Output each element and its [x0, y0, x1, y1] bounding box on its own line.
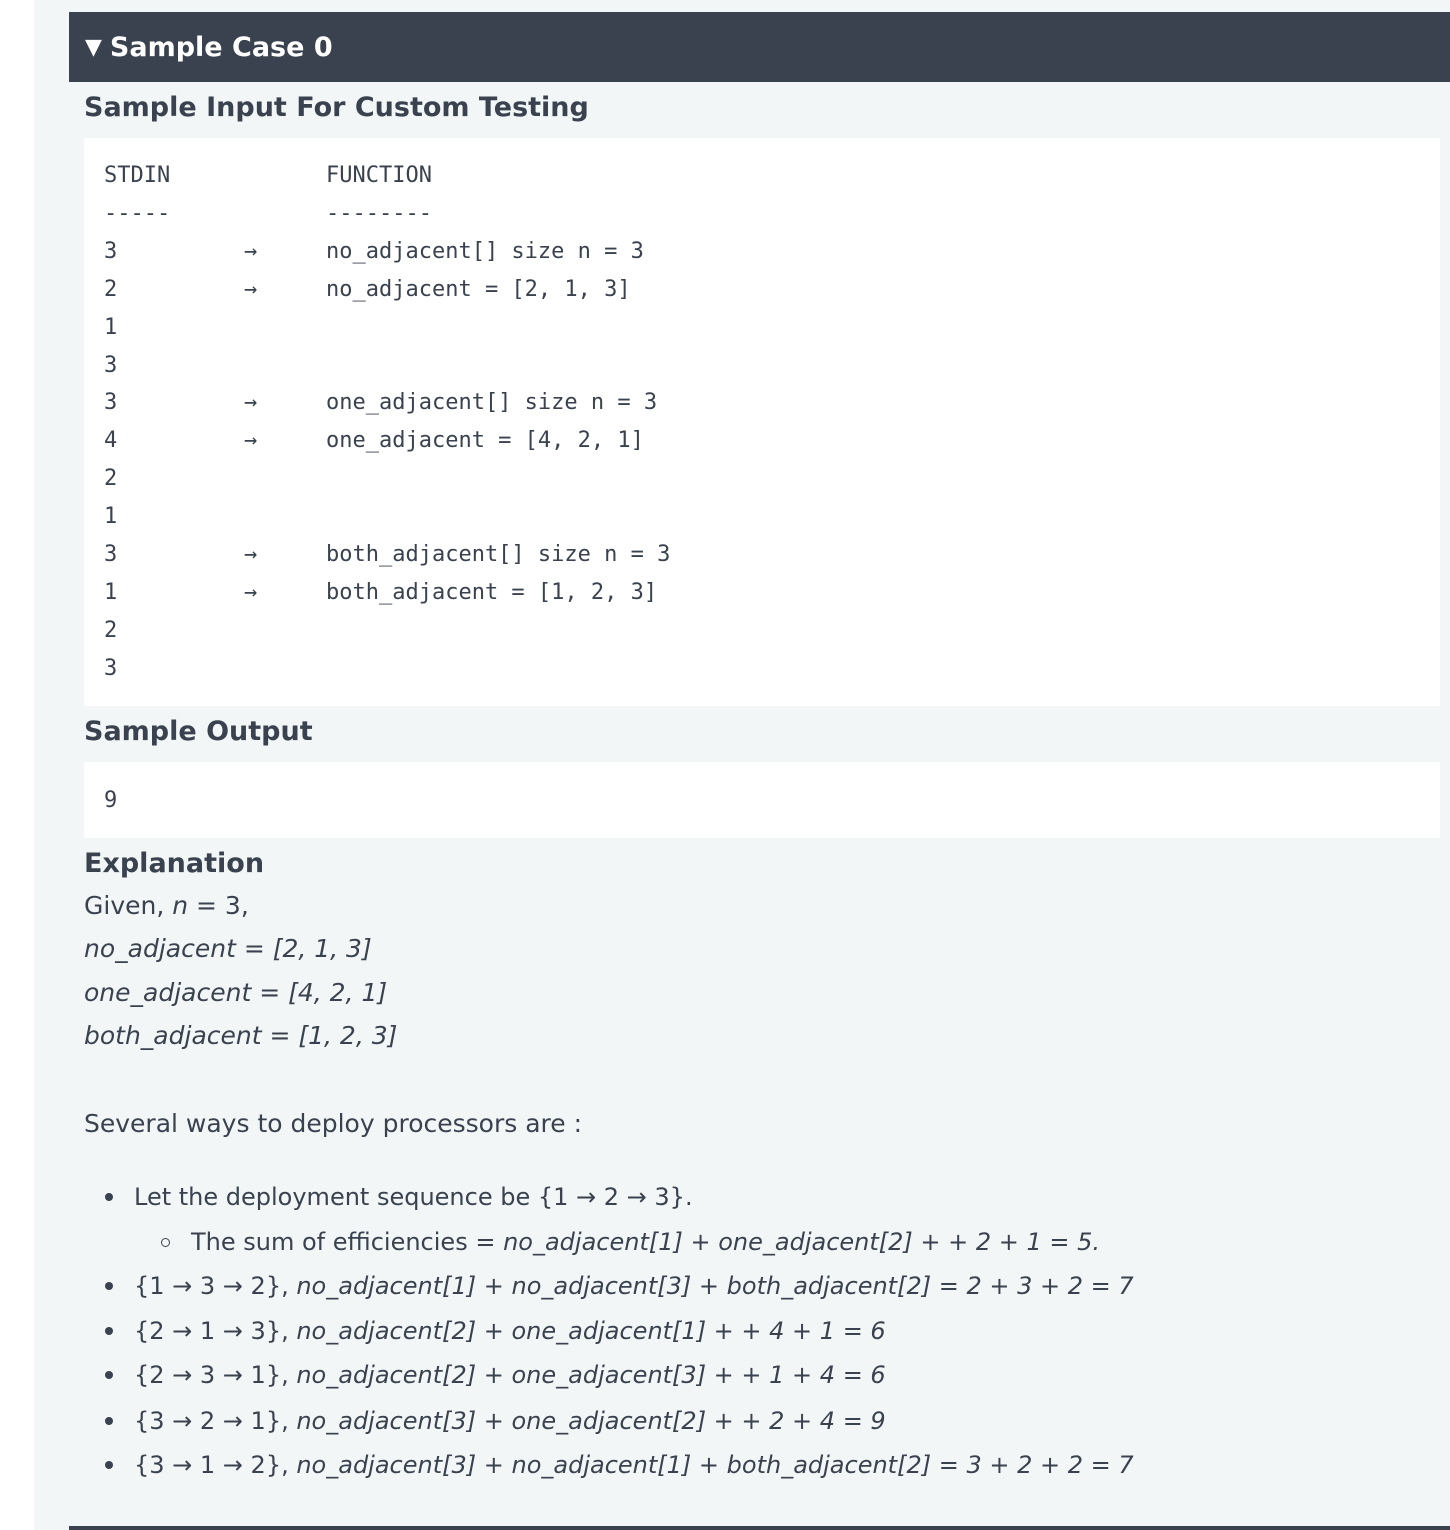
function-description: both_adjacent[] size n = 3: [326, 542, 671, 567]
function-description: one_adjacent[] size n = 3: [326, 390, 658, 416]
stdin-value: 3: [104, 238, 118, 264]
arrow-icon: →: [244, 238, 258, 264]
stdin-value: 3: [104, 542, 118, 567]
function-description: --------: [326, 200, 432, 226]
explanation-ways-intro: Several ways to deploy processors are :: [84, 1109, 583, 1138]
input-line: [84, 422, 1440, 460]
stdin-value: -----: [104, 200, 171, 226]
arrow-icon: →: [244, 390, 258, 416]
explanation-both-adjacent: both_adjacent = [1, 2, 3]: [84, 1021, 398, 1050]
arrow-icon: →: [244, 428, 258, 454]
stdin-value: 1: [104, 579, 118, 605]
sample-output-value: 9: [104, 788, 118, 813]
explanation-body: [84, 888, 1424, 1488]
input-line: [84, 233, 1440, 271]
input-line: [84, 195, 1440, 233]
arrow-icon: →: [244, 276, 258, 302]
bullet-dot-icon: [105, 1282, 113, 1290]
bullet-dot-icon: [105, 1193, 113, 1201]
sample-output-codebox: [84, 762, 1440, 838]
bullet-dot-icon: [105, 1417, 113, 1425]
input-line: [84, 271, 1440, 309]
bullet-dot-icon: [105, 1461, 113, 1469]
stdin-value: STDIN: [104, 163, 171, 188]
bullet-dot-icon: [105, 1327, 113, 1335]
input-line: [84, 384, 1440, 422]
explanation-one-adjacent: one_adjacent = [4, 2, 1]: [84, 978, 388, 1007]
input-line: [84, 574, 1440, 612]
stdin-value: 2: [104, 466, 118, 492]
next-case-header-edge: [69, 1526, 1450, 1530]
sample-output-title: Sample Output: [84, 716, 313, 747]
bullet-item-6: {3 → 1 → 2}, no_adjacent[3] + no_adjacent[1] + both_adjacent[2] = 3 + 2 + 2 = 7: [134, 1451, 1134, 1479]
stdin-value: 1: [104, 504, 118, 530]
input-line: [84, 612, 1440, 650]
bullet-item-3: {2 → 1 → 3}, no_adjacent[2] + one_adjacent[1] + + 4 + 1 = 6: [134, 1317, 886, 1345]
input-line: [84, 460, 1440, 498]
bullet-item-1: Let the deployment sequence be {1 → 2 → 3}.: [134, 1183, 693, 1211]
bullet-item-2: {1 → 3 → 2}, no_adjacent[1] + no_adjacent[3] + both_adjacent[2] = 2 + 3 + 2 = 7: [134, 1272, 1134, 1300]
function-description: both_adjacent = [1, 2, 3]: [326, 579, 658, 605]
function-description: FUNCTION: [326, 163, 432, 188]
sub-bullet-circle-icon: [161, 1238, 170, 1247]
input-line: [84, 347, 1440, 385]
function-description: no_adjacent[] size n = 3: [326, 238, 644, 264]
function-description: no_adjacent = [2, 1, 3]: [326, 276, 631, 302]
sample-input-title: Sample Input For Custom Testing: [84, 92, 589, 123]
bullet-item-1-sub: The sum of efficiencies = no_adjacent[1] + one_adjacent[2] + + 2 + 1 = 5.: [191, 1228, 1101, 1256]
stdin-value: 2: [104, 617, 118, 643]
sample-case-header[interactable]: [69, 12, 1450, 82]
input-line: [84, 650, 1440, 688]
explanation-no-adjacent: no_adjacent = [2, 1, 3]: [84, 934, 372, 963]
explanation-title: Explanation: [84, 848, 265, 879]
stdin-value: 1: [104, 314, 118, 340]
input-line: [84, 498, 1440, 536]
bullet-item-5: {3 → 2 → 1}, no_adjacent[3] + one_adjacent[2] + + 2 + 4 = 9: [134, 1407, 886, 1435]
bullet-item-4: {2 → 3 → 1}, no_adjacent[2] + one_adjacent[3] + + 1 + 4 = 6: [134, 1361, 886, 1389]
stdin-value: 3: [104, 390, 118, 416]
input-line: [84, 536, 1440, 574]
input-line: [84, 309, 1440, 347]
stdin-value: 3: [104, 655, 118, 681]
stdin-value: 4: [104, 428, 118, 454]
arrow-icon: →: [244, 579, 258, 605]
bullet-dot-icon: [105, 1371, 113, 1379]
collapse-triangle-icon[interactable]: ▼: [85, 34, 102, 60]
stdin-value: 3: [104, 352, 118, 378]
explanation-given: Given, n = 3,: [84, 891, 249, 920]
input-line: [84, 157, 1440, 195]
sample-case-title: Sample Case 0: [109, 31, 333, 63]
function-description: one_adjacent = [4, 2, 1]: [326, 428, 644, 454]
arrow-icon: →: [244, 542, 258, 567]
sample-input-codebox: [84, 138, 1440, 706]
stdin-value: 2: [104, 276, 118, 302]
